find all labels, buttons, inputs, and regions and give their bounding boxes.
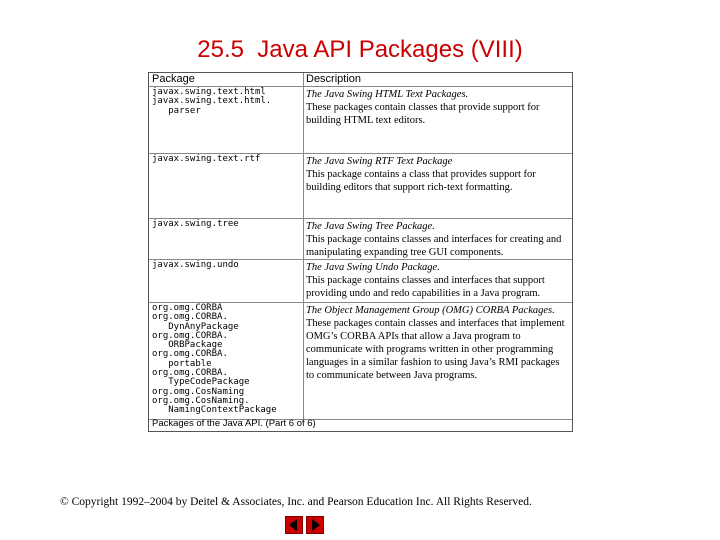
header-description: Description: [306, 73, 362, 85]
description-title: The Java Swing Tree Package.: [306, 221, 435, 232]
package-name: org.omg.CORBA org.omg.CORBA. DynAnyPackage org.omg.CORBA. ORBPackage org.omg.CORBA. portable org.omg.CORBA. TypeCodePackage org.omg.CosNaming org.omg.CosNaming. NamingContextPackage: [152, 303, 277, 416]
package-name: javax.swing.text.rtf: [152, 154, 261, 164]
description-title: The Java Swing HTML Text Packages.: [306, 89, 469, 100]
description-body: These packages contain classes that provide support for building HTML text editors.: [306, 102, 540, 126]
copyright-notice: © Copyright 1992–2004 by Deitel & Associates, Inc. and Pearson Education Inc. All Rights Reserved.: [60, 496, 532, 508]
next-slide-button[interactable]: [306, 516, 324, 534]
slide-title: 25.5 Java API Packages (VIII): [197, 36, 523, 63]
description-body: These packages contain classes and interfaces that implement OMG’s CORBA APIs that allow a Java program to communicate with programs written in other programming languages in a similar fashion to using Java’s RMI packages to communicate between Java programs.: [306, 318, 565, 381]
description-body: This package contains classes and interfaces for creating and manipulating expanding tree GUI components.: [306, 234, 562, 258]
header-package: Package: [152, 73, 195, 85]
package-name: javax.swing.undo: [152, 260, 239, 270]
package-name: javax.swing.tree: [152, 219, 239, 229]
description-body: This package contains a class that provides support for building editors that support rich-text formatting.: [306, 169, 536, 193]
package-description: [303, 154, 572, 218]
package-description: [303, 219, 572, 259]
package-description: [303, 87, 572, 153]
left-arrow-icon: [286, 517, 302, 533]
description-title: The Java Swing Undo Package.: [306, 262, 440, 273]
package-description: [303, 260, 572, 302]
previous-slide-button[interactable]: [285, 516, 303, 534]
packages-table: [148, 72, 573, 432]
package-name: javax.swing.text.html javax.swing.text.html. parser: [152, 87, 272, 116]
description-body: This package contains classes and interfaces that support providing undo and redo capabilities in a Java program.: [306, 275, 545, 299]
table-caption: Packages of the Java API. (Part 6 of 6): [152, 418, 316, 429]
right-arrow-icon: [307, 517, 323, 533]
package-description: [303, 303, 572, 419]
description-title: The Java Swing RTF Text Package: [306, 156, 453, 167]
description-title: The Object Management Group (OMG) CORBA Packages.: [306, 305, 555, 316]
